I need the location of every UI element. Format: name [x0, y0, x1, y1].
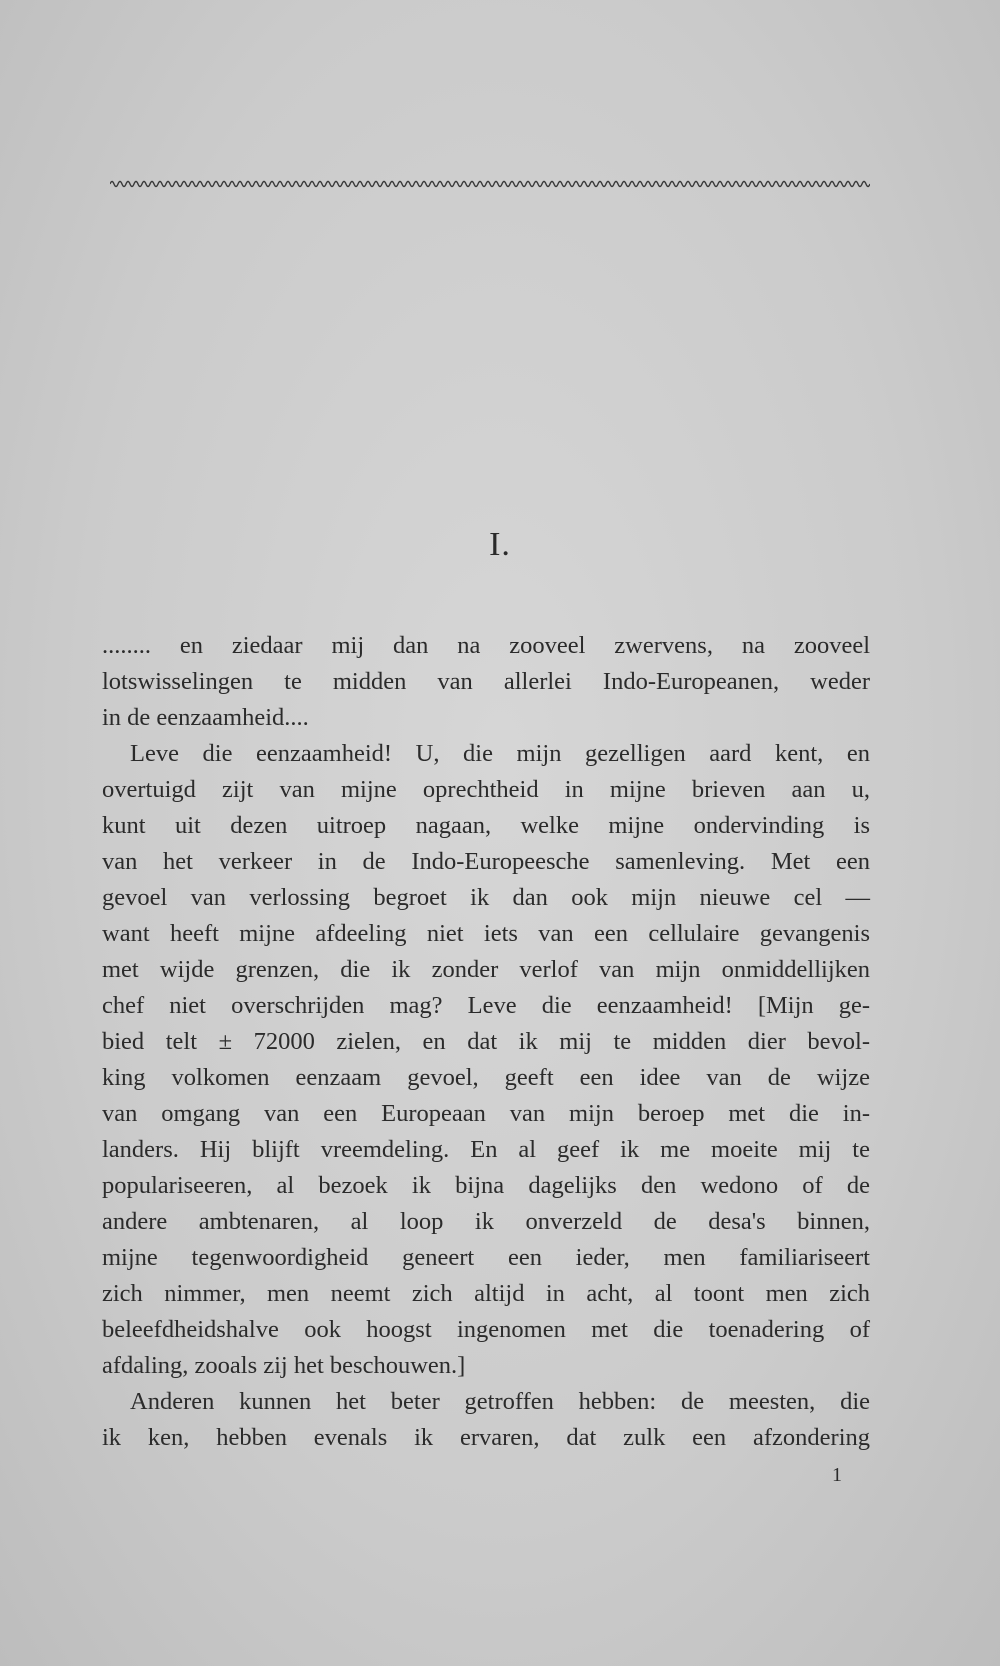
text-line: ik ken, hebben evenals ik ervaren, dat zulk een afzondering	[102, 1424, 870, 1451]
chapter-heading: I.	[489, 526, 511, 563]
text-line: met wijde grenzen, die ik zonder verlof van mijn onmiddellijken	[102, 956, 870, 983]
text-line: Anderen kunnen het beter getroffen hebben: de meesten, die	[130, 1388, 870, 1415]
text-line: chef niet overschrijden mag? Leve die eenzaamheid! [Mijn ge-	[102, 992, 870, 1019]
page-number: 1	[832, 1464, 842, 1486]
text-line: populariseeren, al bezoek ik bijna dagelijks den wedono of de	[102, 1172, 870, 1199]
text-line: gevoel van verlossing begroet ik dan ook mijn nieuwe cel —	[102, 884, 870, 911]
text-line: zich nimmer, men neemt zich altijd in acht, al toont men zich	[102, 1280, 870, 1307]
text-line: in de eenzaamheid....	[102, 704, 309, 731]
text-line: bied telt ± 72000 zielen, en dat ik mij te midden dier bevol-	[102, 1028, 870, 1055]
text-line: van omgang van een Europeaan van mijn beroep met die in-	[102, 1100, 870, 1127]
text-line: Leve die eenzaamheid! U, die mijn gezelligen aard kent, en	[130, 740, 870, 767]
text-line: landers. Hij blijft vreemdeling. En al geef ik me moeite mij te	[102, 1136, 870, 1163]
text-line: afdaling, zooals zij het beschouwen.]	[102, 1352, 466, 1379]
text-line: want heeft mijne afdeeling niet iets van een cellulaire gevangenis	[102, 920, 870, 947]
text-line: kunt uit dezen uitroep nagaan, welke mijne ondervinding is	[102, 812, 870, 839]
body-text	[102, 628, 870, 1456]
text-line: overtuigd zijt van mijne oprechtheid in mijne brieven aan u,	[102, 776, 870, 803]
text-line: beleefdheidshalve ook hoogst ingenomen met die toenadering of	[102, 1316, 870, 1343]
wavy-ornament-rule	[110, 178, 870, 190]
text-line: mijne tegenwoordigheid geneert een ieder, men familiariseert	[102, 1244, 870, 1271]
text-line: lotswisselingen te midden van allerlei Indo-Europeanen, weder	[102, 668, 870, 695]
text-line: van het verkeer in de Indo-Europeesche samenleving. Met een	[102, 848, 870, 875]
text-line: ........ en ziedaar mij dan na zooveel zwervens, na zooveel	[102, 632, 870, 659]
text-line: andere ambtenaren, al loop ik onverzeld de desa's binnen,	[102, 1208, 870, 1235]
text-line: king volkomen eenzaam gevoel, geeft een idee van de wijze	[102, 1064, 870, 1091]
